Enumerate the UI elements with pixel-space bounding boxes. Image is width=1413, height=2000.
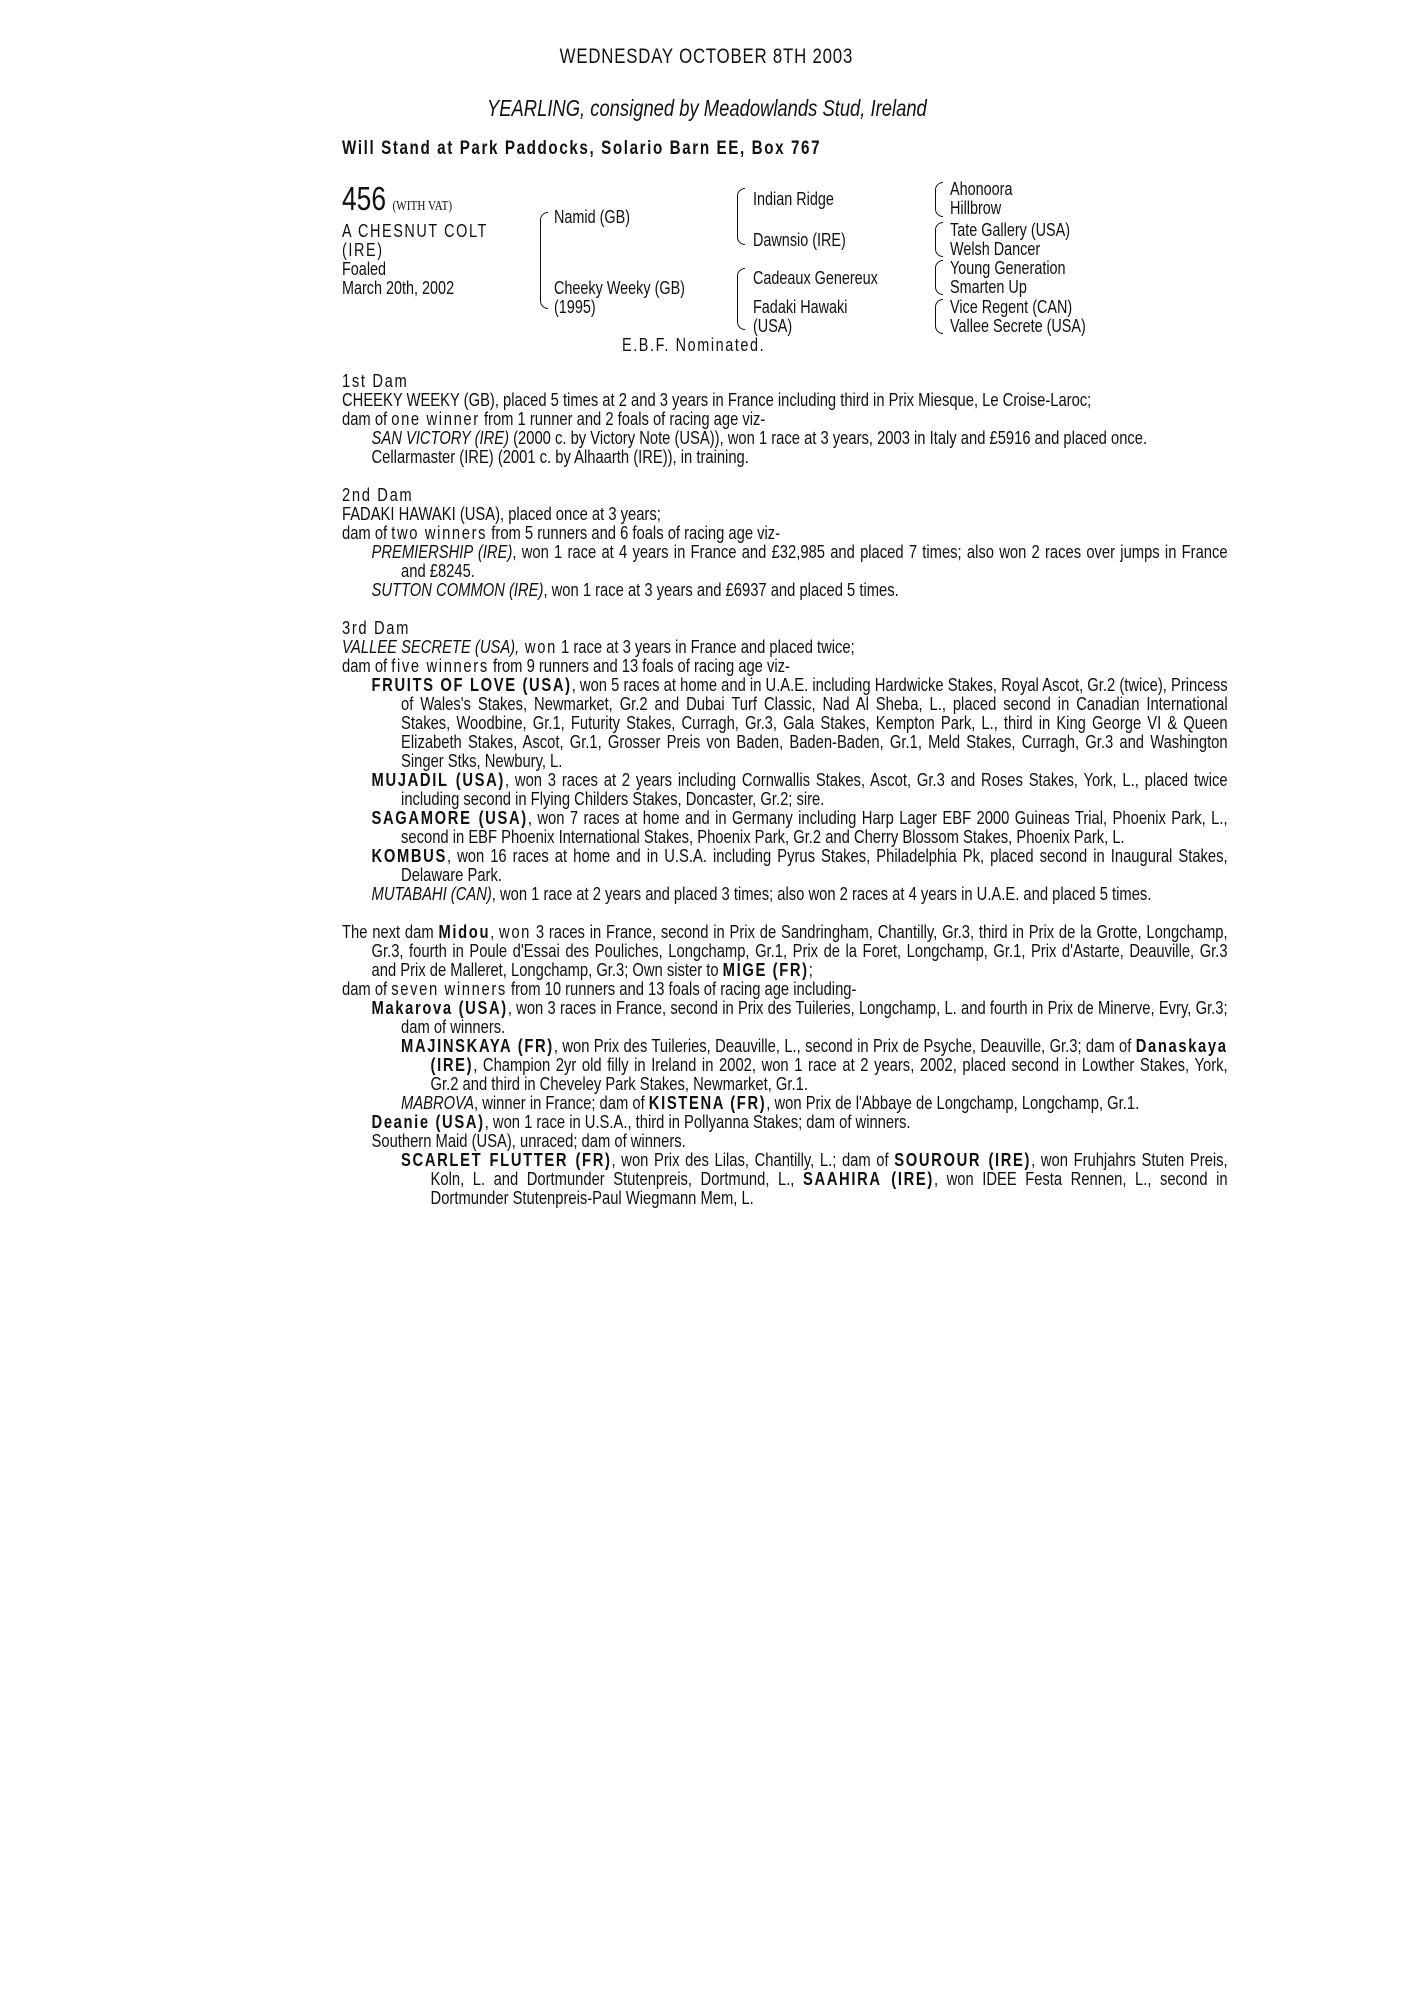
- first-dam-produce-2: Cellarmaster (IRE) (2001 c. by Alhaarth (IRE)), in training.: [371, 447, 749, 467]
- stand-location: Will Stand at Park Paddocks, Solario Barn EE, Box 767: [342, 138, 822, 159]
- third-dam-produce-mujadil: MUJADIL (USA), won 3 races at 2 years including Cornwallis Stakes, Ascot, Gr.3 and Roses Stakes, York, L., placed twice including second in Flying Childers Stakes, Doncaster, Gr.2; sire.: [371, 770, 1228, 809]
- pedigree-brace-dd: [935, 299, 943, 334]
- second-dam-produce-summary: dam of two winners from 5 runners and 6 foals of racing age viz-: [342, 523, 781, 543]
- pedigree-sire: Namid (GB): [554, 207, 631, 227]
- pedigree-dss: Young Generation: [950, 258, 1066, 278]
- consignment-line: YEARLING, consigned by Meadowlands Stud, Ireland: [486, 95, 927, 121]
- third-dam-produce-fruits-of-love: FRUITS OF LOVE (USA), won 5 races at home and in U.A.E. including Hardwicke Stakes, Royal Ascot, Gr.2 (twice), Princess of Wales's Stakes, Newmarket, Gr.2 and Dubai Turf Classic, Nad Al Sheba, L., placed second in Canadian International Stakes, Woodbine, Gr.1, Futurity Stakes, Curragh, Gr.3, Gala Stakes, Kempton Park, L., third in King George VI & Queen Elizabeth Stakes, Ascot, Gr.1, Grosser Preis von Baden, Baden-Baden, Gr.1, Meld Stakes, Curragh, Gr.3 and Washington Singer Stks, Newbury, L.: [371, 675, 1228, 771]
- vat-note: (WITH VAT): [392, 199, 453, 214]
- third-dam-produce-sagamore: SAGAMORE (USA), won 7 races at home and in Germany including Harp Lager EBF 2000 Guineas Trial, Phoenix Park, L., second in EBF Phoenix International Stakes, Phoenix Park, Gr.2 and Cherry Blossom Stakes, Phoenix Park, L.: [371, 808, 1228, 847]
- pedigree-brace-ds: [935, 260, 943, 295]
- pedigree-dam-dam: Fadaki Hawaki: [753, 297, 848, 317]
- pedigree-sire-sire: Indian Ridge: [753, 189, 834, 209]
- first-dam-heading: 1st Dam: [342, 371, 409, 391]
- next-dam-record: The next dam Midou, won 3 races in France, second in Prix de Sandringham, Chantilly, Gr.3, third in Prix de la Grotte, Longchamp, Gr.3, fourth in Poule d'Essai des Pouliches, Longchamp, Gr.1, Prix de la Foret, Longchamp, Gr.1, Prix d'Astarte, Deauville, Gr.3 and Prix de Malleret, Longchamp, Gr.3; Own sister to MIGE (FR);: [342, 922, 1228, 980]
- pedigree-dds: Vice Regent (CAN): [950, 297, 1073, 317]
- pedigree-sire-dam: Dawnsio (IRE): [753, 230, 846, 250]
- pedigree-brace-ss: [935, 182, 943, 217]
- pedigree-dsd: Smarten Up: [950, 277, 1027, 297]
- foaled-label: Foaled: [342, 259, 387, 279]
- pedigree-brace-dam: [737, 268, 745, 330]
- third-dam-produce-kombus: KOMBUS, won 16 races at home and in U.S.A. including Pyrus Stakes, Philadelphia Pk, placed second in Inaugural Stakes, Delaware Park.: [371, 846, 1228, 885]
- next-dam-produce-makarova: Makarova (USA), won 3 races in France, second in Prix des Tuileries, Longchamp, L. and fourth in Prix de Minerve, Evry, Gr.3; dam of winners.: [371, 998, 1228, 1037]
- pedigree-brace-sire: [737, 188, 745, 245]
- first-dam-produce-1: SAN VICTORY (IRE) (2000 c. by Victory Note (USA)), won 1 race at 3 years, 2003 in Italy and £5916 and placed once.: [371, 428, 1148, 448]
- pedigree-ssd: Hillbrow: [950, 198, 1002, 218]
- pedigree-sss: Ahonoora: [950, 179, 1013, 199]
- next-dam-produce-southern-maid: Southern Maid (USA), unraced; dam of winners.: [371, 1131, 686, 1151]
- next-dam-produce-mabrova: MABROVA, winner in France; dam of KISTENA (FR), won Prix de l'Abbaye de Longchamp, Longchamp, Gr.1.: [401, 1093, 1140, 1113]
- third-dam-produce-mutabahi: MUTABAHI (CAN), won 1 race at 2 years and placed 3 times; also won 2 races at 4 years in U.A.E. and placed 5 times.: [371, 884, 1152, 904]
- first-dam-record: CHEEKY WEEKY (GB), placed 5 times at 2 and 3 years in France including third in Prix Miesque, Le Croise-Laroc;: [342, 390, 1092, 410]
- foaled-date: March 20th, 2002: [342, 278, 455, 298]
- lot-description: A CHESNUT COLT: [342, 221, 488, 241]
- next-dam-produce-majinskaya: MAJINSKAYA (FR), won Prix des Tuileries, Deauville, L., second in Prix de Psyche, Deauville, Gr.3; dam of Danaskaya (IRE), Champion 2yr old filly in Ireland in 2002, won 1 race at 2 years, 2002, placed second in Lowther Stakes, York, Gr.2 and third in Cheveley Park Stakes, Newmarket, Gr.1.: [401, 1036, 1228, 1094]
- next-dam-produce-deanie: Deanie (USA), won 1 race in U.S.A., third in Pollyanna Stakes; dam of winners.: [371, 1112, 911, 1132]
- pedigree-ddd: Vallee Secrete (USA): [950, 316, 1086, 336]
- pedigree-dam-sire: Cadeaux Genereux: [753, 268, 878, 288]
- catalogue-body: [342, 372, 1227, 1208]
- pedigree-dam-dam-country: (USA): [753, 316, 793, 336]
- first-dam-produce-summary: dam of one winner from 1 runner and 2 foals of racing age viz-: [342, 409, 766, 429]
- second-dam-heading: 2nd Dam: [342, 485, 414, 505]
- lot-number: 456 (WITH VAT): [342, 180, 453, 217]
- pedigree-dam: Cheeky Weeky (GB): [554, 278, 685, 298]
- pedigree-brace-sd: [935, 222, 943, 257]
- ebf-nomination: E.B.F. Nominated.: [622, 335, 766, 355]
- lot-description-country: (IRE): [342, 240, 384, 260]
- third-dam-record: VALLEE SECRETE (USA), won 1 race at 3 years in France and placed twice;: [342, 637, 855, 657]
- second-dam-record: FADAKI HAWAKI (USA), placed once at 3 years;: [342, 504, 661, 524]
- second-dam-produce-2: SUTTON COMMON (IRE), won 1 race at 3 years and £6937 and placed 5 times.: [371, 580, 899, 600]
- third-dam-produce-summary: dam of five winners from 9 runners and 13 foals of racing age viz-: [342, 656, 790, 676]
- pedigree-sdd: Welsh Dancer: [950, 239, 1041, 259]
- sale-date: WEDNESDAY OCTOBER 8TH 2003: [559, 45, 854, 68]
- pedigree-brace-main: [540, 212, 548, 309]
- next-dam-produce-summary: dam of seven winners from 10 runners and 13 foals of racing age including-: [342, 979, 857, 999]
- second-dam-produce-1: PREMIERSHIP (IRE), won 1 race at 4 years in France and £32,985 and placed 7 times; also won 2 races over jumps in France and £8245.: [371, 542, 1228, 581]
- third-dam-heading: 3rd Dam: [342, 618, 411, 638]
- pedigree-dam-year: (1995): [554, 297, 596, 317]
- pedigree-sds: Tate Gallery (USA): [950, 220, 1071, 240]
- next-dam-produce-scarlet-flutter: SCARLET FLUTTER (FR), won Prix des Lilas, Chantilly, L.; dam of SOUROUR (IRE), won Fruhjahrs Stuten Preis, Koln, L. and Dortmunder Stutenpreis, Dortmund, L., SAAHIRA (IRE), won IDEE Festa Rennen, L., second in Dortmunder Stutenpreis-Paul Wiegmann Mem, L.: [401, 1150, 1228, 1208]
